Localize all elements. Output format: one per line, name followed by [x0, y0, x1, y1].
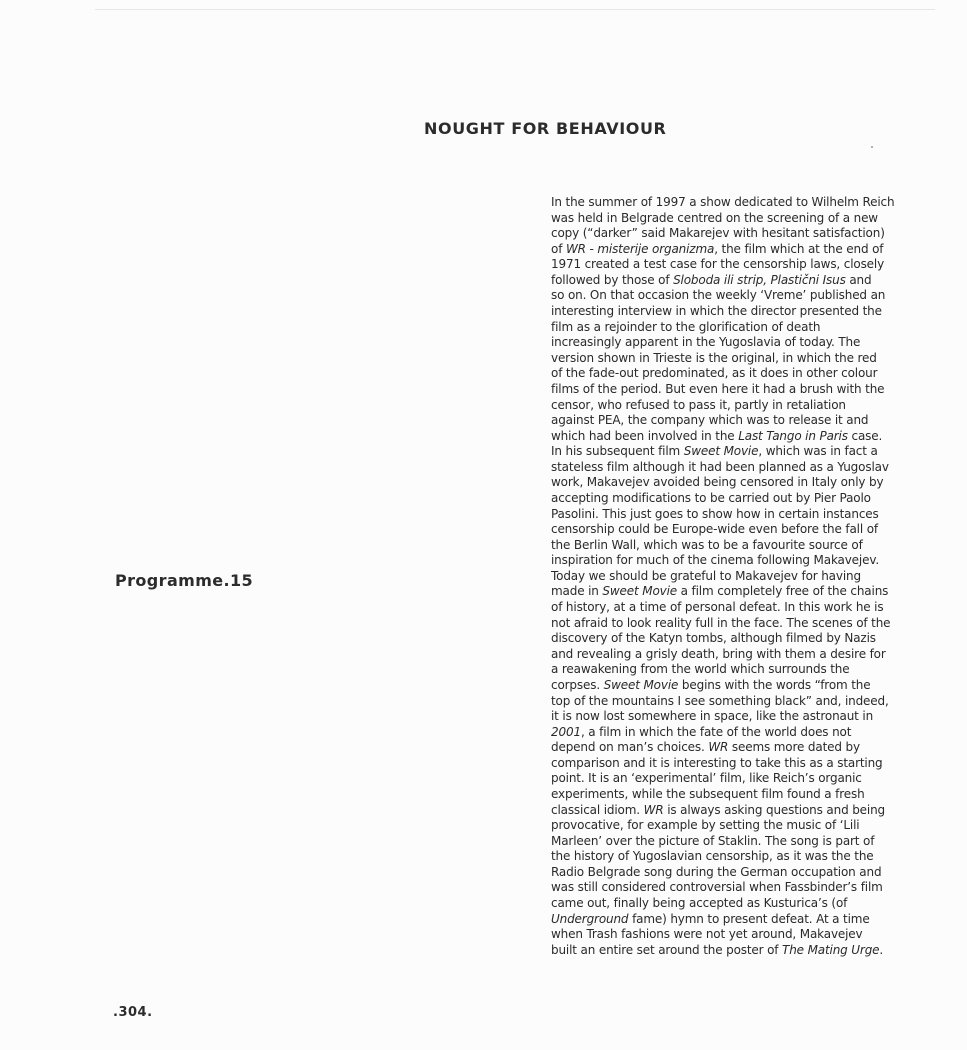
body-line: [551, 849, 901, 865]
body-line: [551, 569, 901, 585]
body-line: [551, 211, 901, 227]
body-line: [551, 491, 901, 507]
text-run: increasingly apparent in the Yugoslavia of today. The: [551, 335, 861, 350]
body-line: [551, 444, 901, 460]
body-line: [551, 413, 901, 429]
text-run: made in: [551, 584, 603, 599]
text-run: stateless film although it had been planned as a Yugoslav: [551, 459, 889, 474]
text-run: discovery of the Katyn tombs, although filmed by Nazis: [551, 631, 876, 646]
text-run: , a film in which the fate of the world does not: [580, 724, 852, 739]
body-line: [551, 257, 901, 273]
body-line: [551, 460, 901, 476]
text-run: the history of Yugoslavian censorship, as it was the the: [551, 849, 874, 864]
body-line: [551, 195, 901, 211]
text-run: against PEA, the company which was to release it and: [551, 413, 869, 428]
text-run: depend on man’s choices.: [551, 740, 709, 755]
text-run: In his subsequent film: [551, 444, 684, 459]
body-line: [551, 304, 901, 320]
italic-title: 2001: [551, 724, 581, 739]
text-run: accepting modifications to be carried out by Pier Paolo: [551, 490, 871, 505]
text-run: corpses.: [551, 677, 604, 692]
body-line: [551, 273, 901, 289]
text-run: , which was in fact a: [758, 444, 878, 459]
text-run: of history, at a time of personal defeat. In this work he is: [551, 600, 884, 615]
text-run: top of the mountains I see something black” and, indeed,: [551, 693, 889, 708]
italic-title: Sweet Movie: [683, 444, 759, 459]
body-line: [551, 740, 901, 756]
text-run: point. It is an ‘experimental’ film, like Reich’s organic: [551, 771, 862, 786]
text-run: of: [551, 241, 566, 256]
text-run: so on. On that occasion the weekly ‘Vreme’ published an: [551, 288, 886, 303]
body-line: [551, 865, 901, 881]
text-run: is always asking questions and being: [663, 802, 886, 817]
text-run: seems more dated by: [728, 740, 860, 755]
page-number: .304.: [113, 1005, 153, 1020]
body-line: [551, 584, 901, 600]
text-run: comparison and it is interesting to take this as a starting: [551, 755, 883, 770]
body-line: [551, 787, 901, 803]
body-line: [551, 226, 901, 242]
text-run: was still considered controversial when Fassbinder’s film: [551, 880, 883, 895]
text-run: inspiration for much of the cinema following Makavejev.: [551, 553, 880, 568]
body-line: [551, 398, 901, 414]
italic-title: Underground: [551, 911, 629, 926]
italic-title: WR: [643, 802, 664, 817]
body-line: [551, 880, 901, 896]
italic-title: Last Tango in Paris: [738, 428, 848, 443]
body-line: [551, 616, 901, 632]
text-run: of the fade-out predominated, as it does in other colour: [551, 366, 878, 381]
body-line: [551, 351, 901, 367]
body-line: [551, 756, 901, 772]
text-run: built an entire set around the poster of: [551, 942, 783, 957]
italic-title: Sweet Movie: [603, 677, 679, 692]
body-line: [551, 803, 901, 819]
text-run: work, Makavejev avoided being censored in Italy only by: [551, 475, 884, 490]
body-line: [551, 553, 901, 569]
text-run: film as a rejoinder to the glorification of death: [551, 319, 821, 334]
text-run: .: [879, 942, 884, 957]
body-line: [551, 678, 901, 694]
stray-dot: [871, 146, 873, 148]
body-line: [551, 382, 901, 398]
text-run: the Berlin Wall, which was to be a favourite source of: [551, 537, 863, 552]
body-line: [551, 538, 901, 554]
italic-title: Sloboda ili strip, Plastični Isus: [673, 272, 846, 287]
text-run: 1971 created a test case for the censorship laws, closely: [551, 257, 885, 272]
body-line: [551, 694, 901, 710]
body-line: [551, 429, 901, 445]
body-line: [551, 335, 901, 351]
body-line: [551, 943, 901, 959]
programme-label: Programme.15: [115, 571, 254, 590]
text-run: followed by those of: [551, 272, 674, 287]
body-line: [551, 709, 901, 725]
italic-title: The Mating Urge: [782, 942, 880, 957]
text-run: censorship could be Europe-wide even before the fall of: [551, 522, 878, 537]
text-run: begins with the words “from the: [678, 677, 871, 692]
text-run: films of the period. But even here it had a brush with the: [551, 381, 885, 396]
italic-title: Sweet Movie: [602, 584, 678, 599]
article-heading: NOUGHT FOR BEHAVIOUR: [424, 119, 667, 138]
body-line: [551, 818, 901, 834]
body-line: [551, 522, 901, 538]
text-run: provocative, for example by setting the music of ‘Lili: [551, 818, 860, 833]
text-run: case.: [847, 428, 883, 443]
body-line: [551, 288, 901, 304]
text-run: version shown in Trieste is the original, in which the red: [551, 350, 877, 365]
body-line: [551, 662, 901, 678]
body-line: [551, 896, 901, 912]
body-line: [551, 507, 901, 523]
top-edge-rule: [95, 9, 935, 10]
text-run: when Trash fashions were not yet around, Makavejev: [551, 927, 863, 942]
text-run: Radio Belgrade song during the German occupation and: [551, 864, 882, 879]
italic-title: WR: [708, 740, 729, 755]
text-run: , the film which at the end of: [714, 241, 884, 256]
body-line: [551, 320, 901, 336]
text-run: interesting interview in which the director presented the: [551, 304, 882, 319]
body-line: [551, 912, 901, 928]
body-line: [551, 725, 901, 741]
text-run: Pasolini. This just goes to show how in certain instances: [551, 506, 879, 521]
body-line: [551, 647, 901, 663]
text-run: a reawakening from the world which surrounds the: [551, 662, 850, 677]
text-run: it is now lost somewhere in space, like the astronaut in: [551, 709, 874, 724]
text-run: copy (“darker” said Makarejev with hesitant satisfaction): [551, 226, 885, 241]
text-run: Today we should be grateful to Makavejev for having: [551, 568, 861, 583]
text-run: fame) hymn to present defeat. At a time: [628, 911, 870, 926]
body-line: [551, 771, 901, 787]
text-run: was held in Belgrade centred on the screening of a new: [551, 210, 878, 225]
text-run: a film completely free of the chains: [677, 584, 889, 599]
text-run: In the summer of 1997 a show dedicated to Wilhelm Reich: [551, 195, 895, 209]
italic-title: WR - misterije organizma: [565, 241, 715, 256]
text-run: which had been involved in the: [551, 428, 739, 443]
text-run: Marleen’ over the picture of Staklin. The song is part of: [551, 833, 875, 848]
text-run: censor, who refused to pass it, partly in retaliation: [551, 397, 846, 412]
body-line: [551, 600, 901, 616]
text-run: came out, finally being accepted as Kusturica’s (of: [551, 896, 848, 911]
article-body: [551, 195, 901, 958]
body-line: [551, 631, 901, 647]
text-run: classical idiom.: [551, 802, 644, 817]
body-line: [551, 366, 901, 382]
body-line: [551, 242, 901, 258]
text-run: not afraid to look reality full in the face. The scenes of the: [551, 615, 891, 630]
text-run: and revealing a grisly death, bring with them a desire for: [551, 646, 886, 661]
text-run: and: [845, 272, 872, 287]
text-run: experiments, while the subsequent film found a fresh: [551, 786, 865, 801]
body-line: [551, 834, 901, 850]
body-line: [551, 927, 901, 943]
body-line: [551, 475, 901, 491]
